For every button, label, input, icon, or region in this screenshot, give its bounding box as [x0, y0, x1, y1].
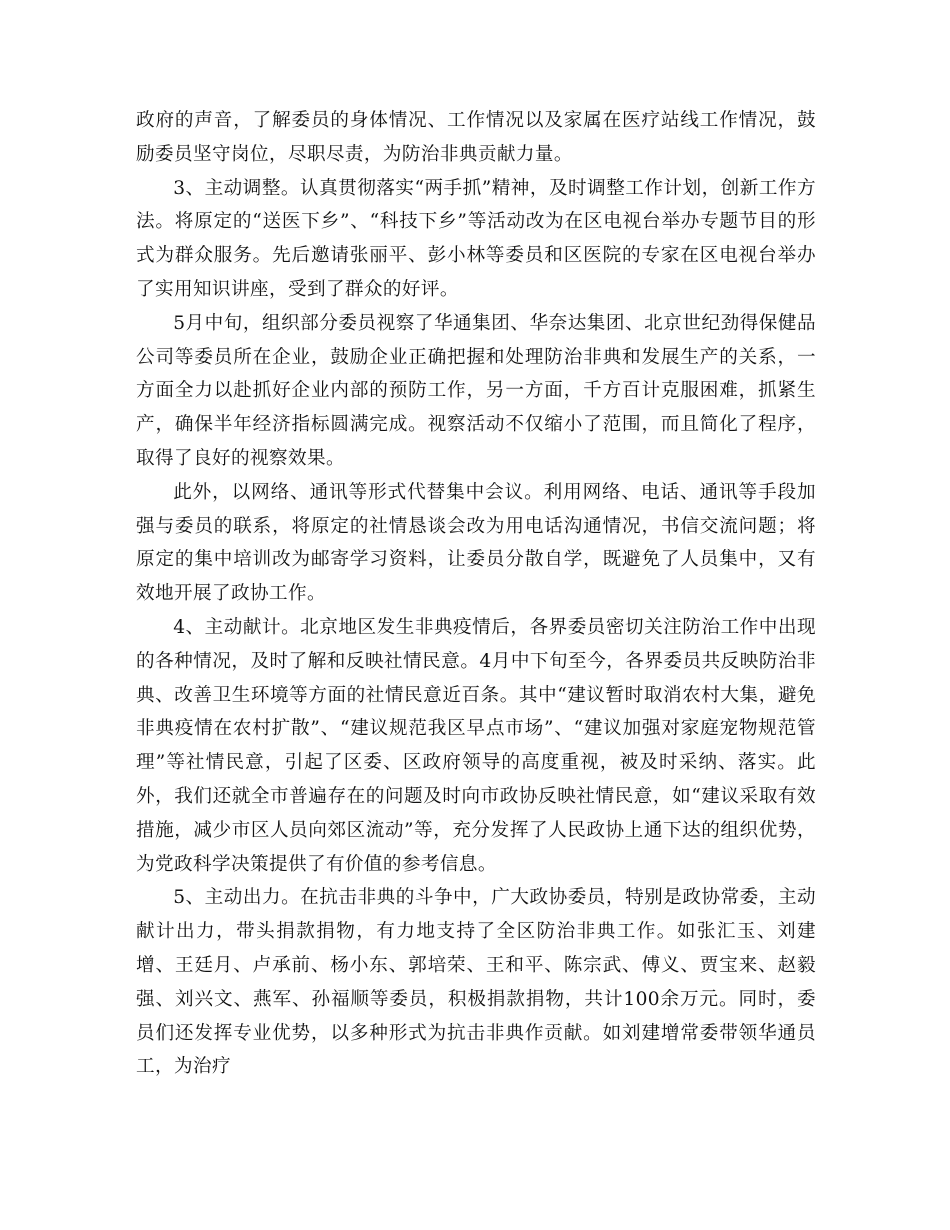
paragraph-item-5-contribution: 5、主动出力。在抗击非典的斗争中，广大政协委员，特别是政协常委，主动献计出力，带头捐款捐物，有力地支持了全区防治非典工作。如张汇玉、刘建增、王廷月、卢承前、杨小东、郭培荣、王和平、陈宗武、傅义、贾宝来、赵毅强、刘兴文、燕军、孙福顺等委员，积极捐款捐物，共计100余万元。同时，委员们还发挥专业优势，以多种形式为抗击非典作贡献。如刘建增常委带领华通员工，为治疗 [136, 887, 816, 1078]
document-body [136, 104, 816, 1084]
paragraph-network-meetings: 此外，以网络、通讯等形式代替集中会议。利用网络、电话、通讯等手段加强与委员的联系，将原定的社情恳谈会改为用电话沟通情况，书信交流问题；将原定的集中培训改为邮寄学习资料，让委员分散自学，既避免了人员集中，又有效地开展了政协工作。 [136, 481, 816, 605]
paragraph-continuation: 政府的声音，了解委员的身体情况、工作情况以及家属在医疗站线工作情况，鼓励委员坚守岗位，尽职尽责，为防治非典贡献力量。 [136, 110, 816, 165]
paragraph-item-4-advice: 4、主动献计。北京地区发生非典疫情后，各界委员密切关注防治工作中出现的各种情况，及时了解和反映社情民意。4月中下旬至今，各界委员共反映防治非典、改善卫生环境等方面的社情民意近百条。其中“建议暂时取消农村大集，避免非典疫情在农村扩散”、“建议规范我区早点市场”、“建议加强对家庭宠物规范管理”等社情民意，引起了区委、区政府领导的高度重视，被及时采纳、落实。此外，我们还就全市普遍存在的问题及时向市政协反映社情民意，如“建议采取有效措施，减少市区人员向郊区流动”等，充分发挥了人民政协上通下达的组织优势，为党政科学决策提供了有价值的参考信息。 [136, 616, 816, 875]
paragraph-item-3-adjust: 3、主动调整。认真贯彻落实“两手抓”精神，及时调整工作计划，创新工作方法。将原定的“送医下乡”、“科技下乡”等活动改为在区电视台举办专题节目的形式为群众服务。先后邀请张丽平、彭小林等委员和区医院的专家在区电视台举办了实用知识讲座，受到了群众的好评。 [136, 177, 816, 300]
paragraph-may-inspection: 5月中旬，组织部分委员视察了华通集团、华奈达集团、北京世纪劲得保健品公司等委员所在企业，鼓励企业正确把握和处理防治非典和发展生产的关系，一方面全力以赴抓好企业内部的预防工作，另一方面，千方百计克服困难，抓紧生产，确保半年经济指标圆满完成。视察活动不仅缩小了范围，而且简化了程序，取得了良好的视察效果。 [136, 312, 816, 469]
